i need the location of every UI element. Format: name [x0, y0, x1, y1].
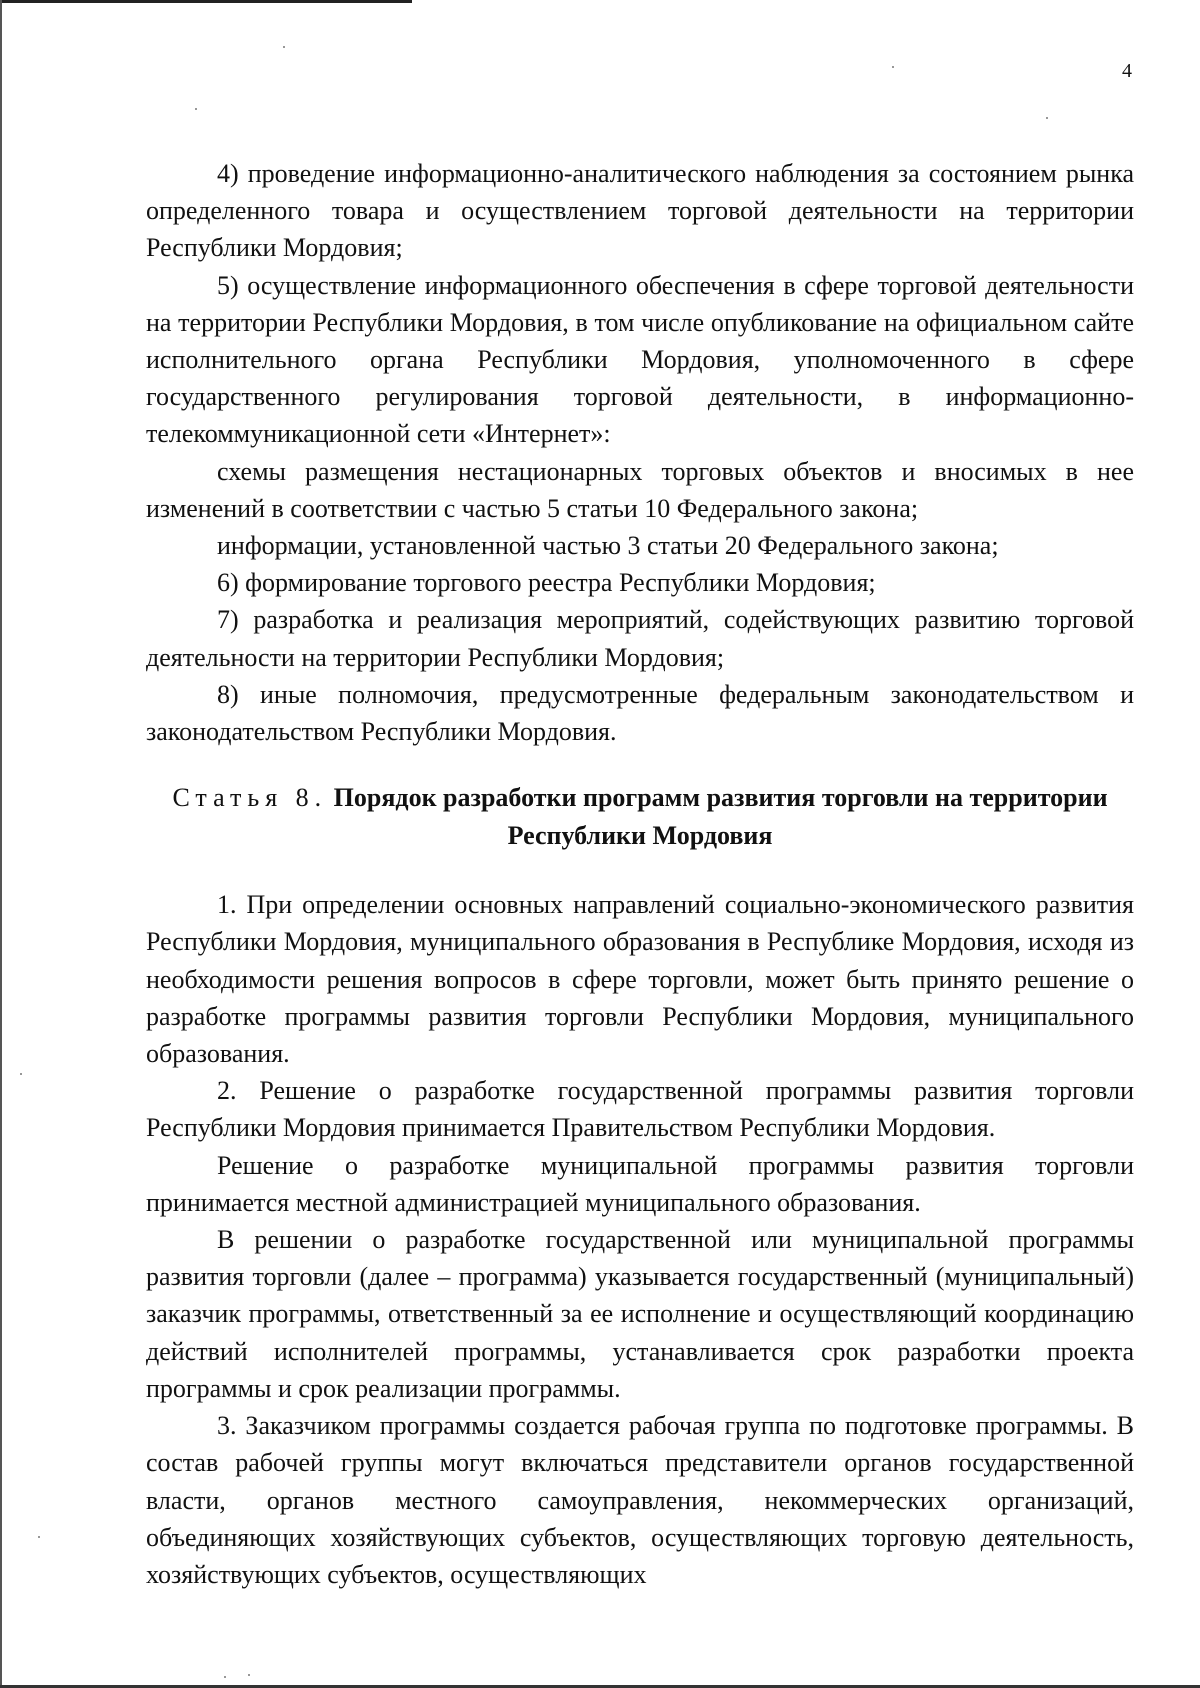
scan-speck [1046, 117, 1048, 119]
scan-speck [195, 108, 197, 110]
paragraph-item-8: 8) иные полномочия, предусмотренные федеральным законодательством и законодательством Республики Мордовия. [146, 679, 1134, 747]
paragraph-item-5: 5) осуществление информационного обеспечения в сфере торговой деятельности на территории Республики Мордовия, в том числе опубликование на официальном сайте исполнительного органа Республики Мордовия, уполномоченного в сфере государственного регулирования торговой деятельности, в информационно-телекоммуникационной сети «Интернет»: [146, 270, 1134, 449]
page-number: 4 [1122, 60, 1132, 82]
scan-edge-top [0, 0, 412, 3]
paragraph-information: информации, установленной частью 3 статьи 20 Федерального закона; [217, 531, 999, 561]
paragraph-item-4: 4) проведение информационно-аналитического наблюдения за состоянием рынка определенного товара и осуществлением торговой деятельности на территории Республики Мордовия; [146, 159, 1134, 263]
scan-speck [248, 1674, 250, 1676]
scan-speck [20, 1073, 22, 1075]
scan-speck [892, 66, 894, 68]
scan-speck [283, 46, 285, 48]
scan-speck [38, 1536, 40, 1538]
paragraph-municipal-decision: Решение о разработке муниципальной программы развития торговли принимается местной администрацией муниципального образования. [146, 1150, 1134, 1217]
scan-edge-left [0, 0, 2, 1688]
paragraph-clause-2: 2. Решение о разработке государственной программы развития торговли Республики Мордовия принимается Правительством Республики Мордовия. [146, 1076, 1134, 1143]
article-title: Порядок разработки программ развития торговли на территории Республики Мордовия [333, 783, 1108, 851]
scan-speck [224, 1676, 226, 1678]
article-heading [146, 779, 1134, 855]
paragraph-item-6: 6) формирование торгового реестра Республики Мордовия; [217, 568, 876, 598]
document-body [146, 155, 1134, 1593]
article-label: Статья 8. [172, 783, 328, 813]
paragraph-decision-contents: В решении о разработке государственной или муниципальной программы развития торговли (далее – программа) указывается государственный (муниципальный) заказчик программы, ответственный за ее исполнение и осуществляющий координацию действий исполнителей программы, устанавливается срок разработки проекта программы и срок реализации программы. [146, 1225, 1134, 1403]
paragraph-clause-1: 1. При определении основных направлений социально-экономического развития Республики Мордовия, муниципального образования в Республике Мордовия, исходя из необходимости решения вопросов в сфере торговли, может быть принято решение о разработке программы развития торговли Республики Мордовия, муниципального образования. [146, 890, 1134, 1069]
paragraph-clause-3: 3. Заказчиком программы создается рабочая группа по подготовке программы. В состав рабочей группы могут включаться представители органов государственной власти, органов местного самоуправления, некоммерческих организаций, объединяющих хозяйствующих субъектов, осуществляющих торговую деятельность, хозяйствующих субъектов, осуществляющих [146, 1411, 1134, 1589]
paragraph-schemes: схемы размещения нестационарных торговых объектов и вносимых в нее изменений в соответствии с частью 5 статьи 10 Федерального закона; [146, 456, 1134, 523]
paragraph-item-7: 7) разработка и реализация мероприятий, содействующих развитию торговой деятельности на территории Республики Мордовия; [146, 605, 1134, 672]
